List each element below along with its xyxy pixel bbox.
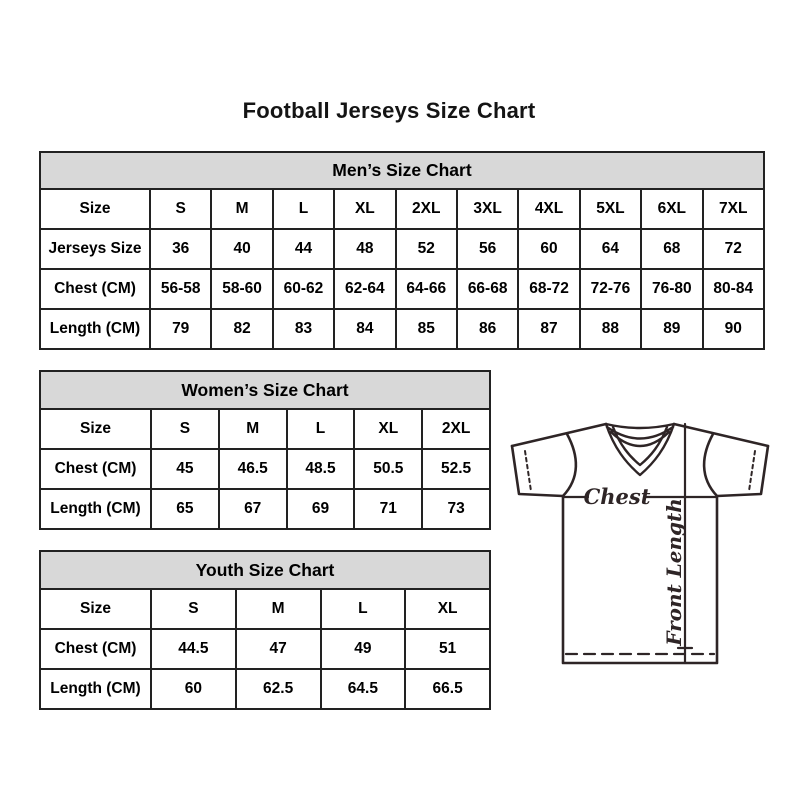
cell: 67: [219, 489, 287, 529]
cell: 66.5: [405, 669, 490, 709]
jersey-body: [563, 496, 717, 663]
cell: 83: [273, 309, 334, 349]
table-row: [40, 449, 490, 489]
row-label: Chest (CM): [40, 629, 151, 669]
cell: 80-84: [703, 269, 764, 309]
cell: 62-64: [334, 269, 395, 309]
cell: 51: [405, 629, 490, 669]
table-row: [40, 269, 764, 309]
row-label: Size: [40, 189, 150, 229]
col-header: S: [151, 589, 236, 629]
womens-size-table: [39, 370, 491, 530]
cell: 48: [334, 229, 395, 269]
cell: 50.5: [354, 449, 422, 489]
mens-table-title: Men’s Size Chart: [40, 152, 764, 189]
cell: 82: [211, 309, 272, 349]
cell: 60-62: [273, 269, 334, 309]
row-label: Length (CM): [40, 669, 151, 709]
cell: 44: [273, 229, 334, 269]
front-length-label: Front Length: [662, 498, 686, 646]
cell: 60: [151, 669, 236, 709]
row-label: Length (CM): [40, 309, 150, 349]
row-label: Chest (CM): [40, 269, 150, 309]
col-header: L: [287, 409, 355, 449]
cell: 72: [703, 229, 764, 269]
cell: 40: [211, 229, 272, 269]
cell: 76-80: [641, 269, 702, 309]
cell: 52.5: [422, 449, 490, 489]
table-row: [40, 189, 764, 229]
cell: 58-60: [211, 269, 272, 309]
cell: 86: [457, 309, 518, 349]
cell: 66-68: [457, 269, 518, 309]
mens-size-table: [39, 151, 765, 350]
col-header: S: [151, 409, 219, 449]
row-label: Chest (CM): [40, 449, 151, 489]
cell: 65: [151, 489, 219, 529]
cell: 87: [518, 309, 579, 349]
cell: 89: [641, 309, 702, 349]
chest-label: Chest: [583, 484, 651, 509]
page-title: Football Jerseys Size Chart: [242, 98, 536, 123]
cell: 44.5: [151, 629, 236, 669]
cell: 90: [703, 309, 764, 349]
col-header: M: [236, 589, 321, 629]
row-label: Size: [40, 409, 151, 449]
row-label: Size: [40, 589, 151, 629]
col-header: XL: [405, 589, 490, 629]
youth-size-table: [39, 550, 491, 710]
table-row: [40, 489, 490, 529]
cell: 64: [580, 229, 641, 269]
table-row: [40, 309, 764, 349]
right-cuff-dashed-line: [749, 451, 755, 491]
cell: 85: [396, 309, 457, 349]
cell: 56: [457, 229, 518, 269]
womens-table-title: Women’s Size Chart: [40, 371, 490, 409]
cell: 52: [396, 229, 457, 269]
col-header: M: [219, 409, 287, 449]
col-header: XL: [354, 409, 422, 449]
cell: 45: [151, 449, 219, 489]
col-header: L: [321, 589, 406, 629]
row-label: Jerseys Size: [40, 229, 150, 269]
col-header: 5XL: [580, 189, 641, 229]
jersey-measurement-diagram: [488, 403, 780, 673]
cell: 72-76: [580, 269, 641, 309]
cell: 62.5: [236, 669, 321, 709]
cell: 84: [334, 309, 395, 349]
cell: 49: [321, 629, 406, 669]
cell: 71: [354, 489, 422, 529]
col-header: 2XL: [396, 189, 457, 229]
col-header: XL: [334, 189, 395, 229]
col-header: 3XL: [457, 189, 518, 229]
youth-table-title: Youth Size Chart: [40, 551, 490, 589]
cell: 36: [150, 229, 211, 269]
col-header: 7XL: [703, 189, 764, 229]
cell: 46.5: [219, 449, 287, 489]
row-label: Length (CM): [40, 489, 151, 529]
cell: 69: [287, 489, 355, 529]
cell: 68: [641, 229, 702, 269]
cell: 88: [580, 309, 641, 349]
col-header: 2XL: [422, 409, 490, 449]
col-header: M: [211, 189, 272, 229]
cell: 64-66: [396, 269, 457, 309]
cell: 73: [422, 489, 490, 529]
cell: 56-58: [150, 269, 211, 309]
col-header: S: [150, 189, 211, 229]
left-cuff-dashed-line: [525, 451, 531, 491]
col-header: 4XL: [518, 189, 579, 229]
cell: 47: [236, 629, 321, 669]
table-row: [40, 409, 490, 449]
cell: 79: [150, 309, 211, 349]
table-row: [40, 589, 490, 629]
table-row: [40, 669, 490, 709]
table-row: [40, 629, 490, 669]
cell: 64.5: [321, 669, 406, 709]
table-row: [40, 229, 764, 269]
v-neck-collar: [606, 424, 674, 475]
cell: 60: [518, 229, 579, 269]
col-header: 6XL: [641, 189, 702, 229]
cell: 48.5: [287, 449, 355, 489]
cell: 68-72: [518, 269, 579, 309]
col-header: L: [273, 189, 334, 229]
